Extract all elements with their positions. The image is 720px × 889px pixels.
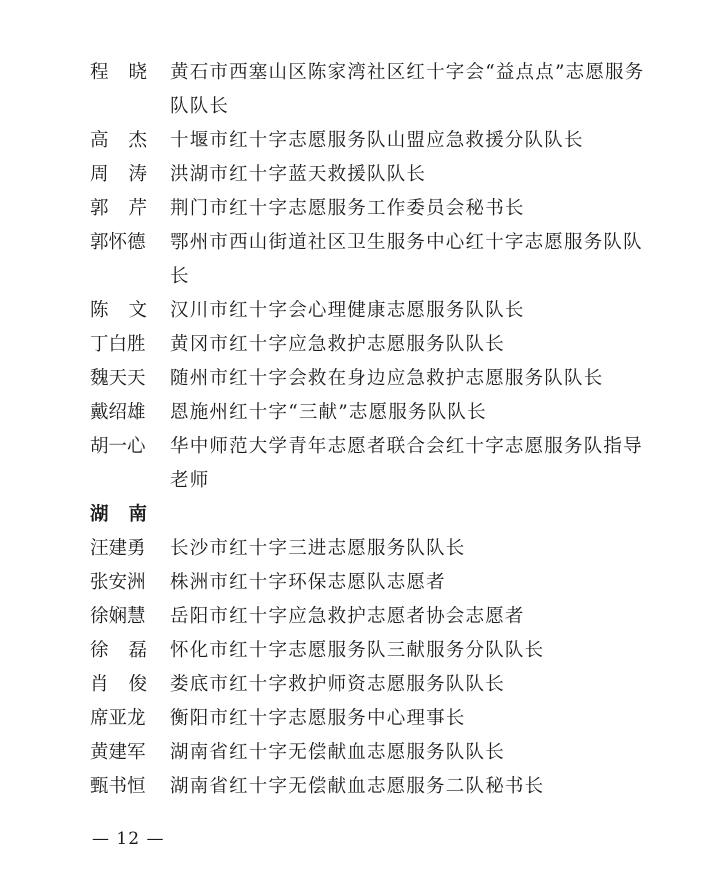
person-title: 恩施州红十字“三献”志愿服务队队长 xyxy=(170,402,487,423)
list-item xyxy=(90,566,650,600)
person-name: 徐娴慧 xyxy=(90,606,146,627)
list-item xyxy=(90,702,650,736)
person-name: 高杰 xyxy=(90,130,168,151)
person-name: 戴绍雄 xyxy=(90,402,146,423)
person-title: 黄冈市红十字应急救护志愿服务队队长 xyxy=(170,334,505,355)
list-item xyxy=(90,226,650,294)
list-item xyxy=(90,736,650,770)
list-item xyxy=(90,634,650,668)
person-title: 荆门市红十字志愿服务工作委员会秘书长 xyxy=(170,198,525,219)
person-name: 周涛 xyxy=(90,164,168,185)
person-title: 长沙市红十字三进志愿服务队队长 xyxy=(170,538,466,559)
list-item xyxy=(90,158,650,192)
person-title: 株洲市红十字环保志愿队志愿者 xyxy=(170,572,446,593)
list-item xyxy=(90,600,650,634)
person-name: 郭芹 xyxy=(90,198,168,219)
person-name: 郭怀德 xyxy=(90,232,146,253)
person-title: 娄底市红十字救护师资志愿服务队队长 xyxy=(170,674,505,695)
list-item xyxy=(90,328,650,362)
list-item xyxy=(90,396,650,430)
person-title: 怀化市红十字志愿服务队三献服务分队队长 xyxy=(170,640,545,661)
section-heading-hunan: 湖南 xyxy=(90,504,168,525)
person-name: 胡一心 xyxy=(90,436,146,457)
list-item xyxy=(90,192,650,226)
person-title: 黄石市西塞山区陈家湾社区红十字会“益点点”志愿服务队队长 xyxy=(170,62,645,117)
person-name: 丁白胜 xyxy=(90,334,146,355)
page-number: — 12 — xyxy=(92,829,165,849)
person-name: 汪建勇 xyxy=(90,538,146,559)
person-title: 华中师范大学青年志愿者联合会红十字志愿服务队指导老师 xyxy=(170,436,643,491)
person-name: 黄建军 xyxy=(90,742,146,763)
list-item xyxy=(90,362,650,396)
list-item xyxy=(90,430,650,498)
list-item xyxy=(90,668,650,702)
person-title: 衡阳市红十字志愿服务中心理事长 xyxy=(170,708,466,729)
person-name: 肖俊 xyxy=(90,674,168,695)
person-title: 随州市红十字会救在身边应急救护志愿服务队队长 xyxy=(170,368,604,389)
person-name: 魏天天 xyxy=(90,368,146,389)
person-name: 陈文 xyxy=(90,300,168,321)
list-item xyxy=(90,124,650,158)
person-title: 湖南省红十字无偿献血志愿服务二队秘书长 xyxy=(170,776,545,797)
person-name: 席亚龙 xyxy=(90,708,146,729)
person-name: 徐磊 xyxy=(90,640,168,661)
person-name: 程晓 xyxy=(90,62,168,83)
person-title: 汉川市红十字会心理健康志愿服务队队长 xyxy=(170,300,525,321)
person-title: 湖南省红十字无偿献血志愿服务队队长 xyxy=(170,742,505,763)
person-name: 张安洲 xyxy=(90,572,146,593)
person-title: 鄂州市西山街道社区卫生服务中心红十字志愿服务队队长 xyxy=(170,232,643,287)
person-title: 岳阳市红十字应急救护志愿者协会志愿者 xyxy=(170,606,525,627)
list-item xyxy=(90,770,650,804)
person-title: 洪湖市红十字蓝天救援队队长 xyxy=(170,164,427,185)
person-title: 十堰市红十字志愿服务队山盟应急救援分队队长 xyxy=(170,130,584,151)
person-name: 甄书恒 xyxy=(90,776,146,797)
award-list xyxy=(90,56,650,804)
list-item xyxy=(90,56,650,124)
list-item xyxy=(90,532,650,566)
list-item xyxy=(90,294,650,328)
